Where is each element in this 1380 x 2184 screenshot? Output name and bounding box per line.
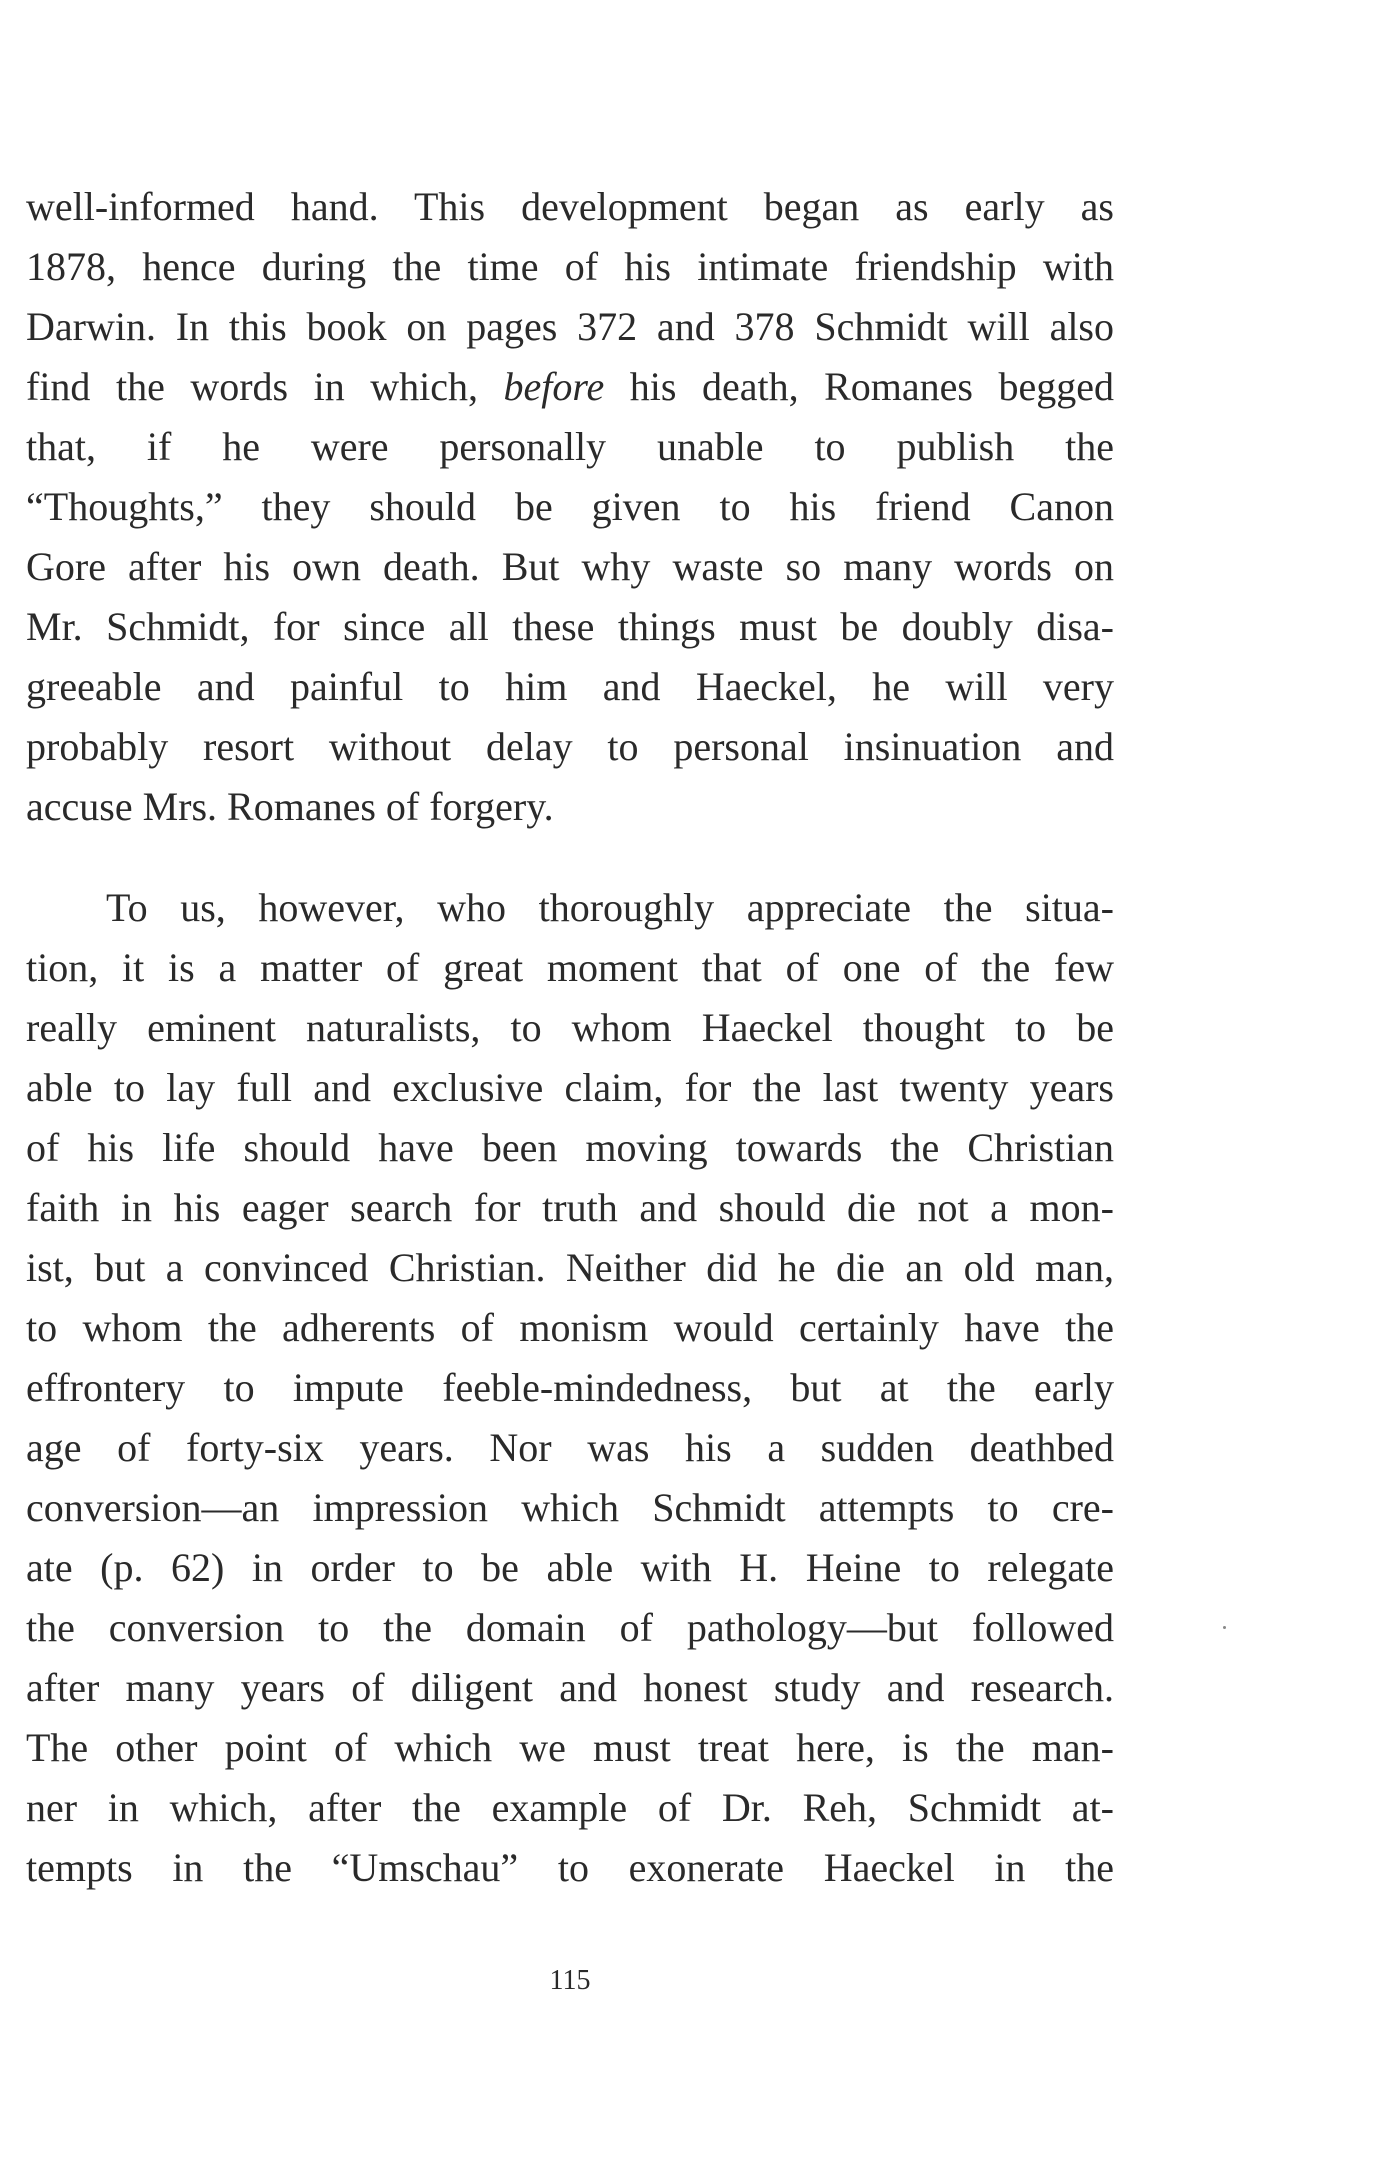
text-line: really eminent naturalists, to whom Haeckel thought to be: [26, 1005, 1114, 1050]
emphasis-text: before: [503, 364, 605, 409]
paragraph-1: [26, 177, 1114, 837]
text-line: faith in his eager search for truth and should die not a mon-: [26, 1185, 1114, 1230]
page-number: 115: [549, 1965, 591, 1996]
text-line: Mr. Schmidt, for since all these things must be doubly disa-: [26, 604, 1114, 649]
text-line: able to lay full and exclusive claim, for the last twenty years: [26, 1065, 1114, 1110]
text-line: of his life should have been moving towards the Christian: [26, 1125, 1114, 1170]
text-line: effrontery to impute feeble-mindedness, but at the early: [26, 1365, 1114, 1410]
text-line: [26, 357, 1114, 417]
text-line: 1878, hence during the time of his intimate friendship with: [26, 244, 1114, 289]
text-line: tempts in the “Umschau” to exonerate Haeckel in the: [26, 1845, 1114, 1890]
text-line: the conversion to the domain of pathology—but followed: [26, 1605, 1114, 1650]
text-line: ist, but a convinced Christian. Neither did he die an old man,: [26, 1245, 1114, 1290]
text-line: greeable and painful to him and Haeckel, he will very: [26, 664, 1114, 709]
text-line: ate (p. 62) in order to be able with H. Heine to relegate: [26, 1545, 1114, 1590]
text-line: to whom the adherents of monism would certainly have the: [26, 1305, 1114, 1350]
text-line: age of forty-six years. Nor was his a sudden deathbed: [26, 1425, 1114, 1470]
paragraph-2: [26, 878, 1114, 1898]
text-line: that, if he were personally unable to publish the: [26, 424, 1114, 469]
text-line: ner in which, after the example of Dr. Reh, Schmidt at-: [26, 1785, 1114, 1830]
text-line: Gore after his own death. But why waste so many words on: [26, 544, 1114, 589]
text-line: “Thoughts,” they should be given to his friend Canon: [26, 484, 1114, 529]
text-line: [26, 297, 1114, 357]
margin-mark: [1223, 1626, 1226, 1629]
text-line: conversion—an impression which Schmidt attempts to cre-: [26, 1485, 1114, 1530]
text-line: tion, it is a matter of great moment that of one of the few: [26, 945, 1114, 990]
text-line: The other point of which we must treat here, is the man-: [26, 1725, 1114, 1770]
text-line: To us, however, who thoroughly appreciate the situa-: [106, 885, 1114, 930]
text-fragment: Darwin. In this book on pages 372 and 378 Schmidt will also: [26, 304, 1114, 349]
text-line: after many years of diligent and honest study and research.: [26, 1665, 1114, 1710]
text-fragment: find the words in which, before his death, Romanes begged: [26, 364, 1114, 409]
text-line: probably resort without delay to personal insinuation and: [26, 724, 1114, 769]
text-line: well-informed hand. This development began as early as: [26, 184, 1114, 229]
text-line: accuse Mrs. Romanes of forgery.: [26, 784, 554, 829]
